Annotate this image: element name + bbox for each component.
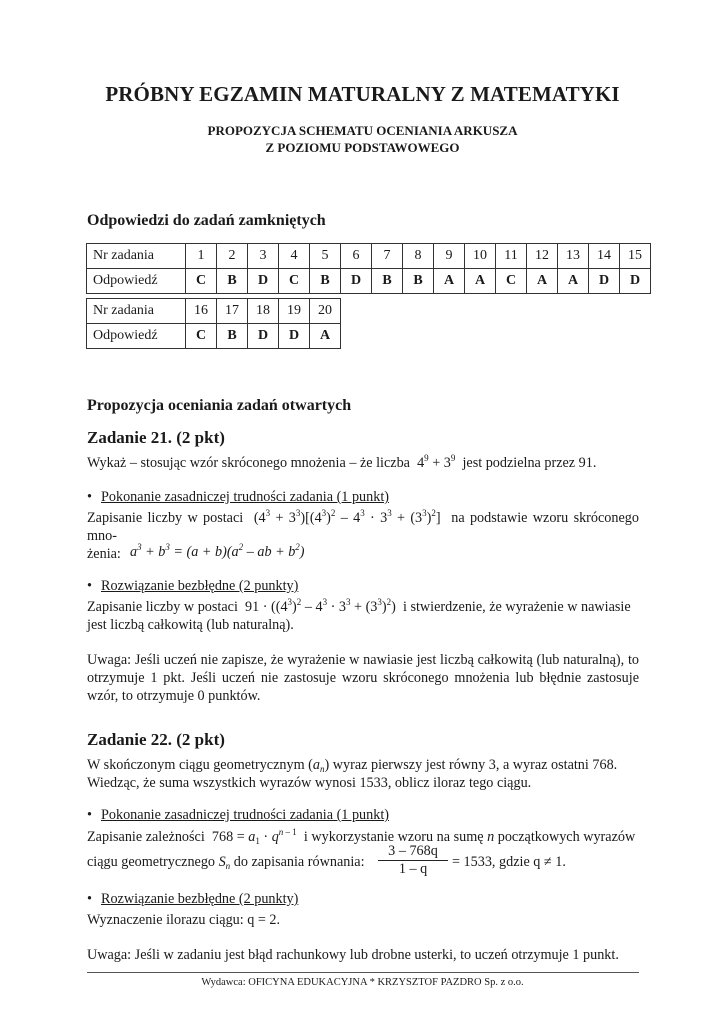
table-row: [87, 299, 341, 324]
b1-n-symbol: n: [487, 829, 495, 845]
fraction: [378, 843, 448, 878]
answer-cell: D: [248, 324, 279, 349]
task-22-bullet-1: [87, 807, 389, 824]
bullet-label: Rozwiązanie bezbłędne (2 punkty): [101, 891, 299, 907]
subtitle-line-1: PROPOZYCJA SCHEMATU OCENIANIA ARKUSZA: [207, 123, 518, 138]
task-number: 12: [527, 244, 558, 269]
statement-a: W skończonym ciągu geometrycznym: [87, 757, 305, 773]
task-22-b1-text: Zapisanie zależności $768 = a_1 \cdot q^{n - 1}$ i wykorzystanie wzoru na sumę n początkowych wyrazów: [87, 827, 636, 846]
b2-text-pre: Zapisanie liczby w postaci: [87, 599, 238, 615]
task-22-bullet-2: [87, 891, 298, 908]
bullet-icon: •: [87, 578, 92, 594]
task-21-b1-text: Zapisanie liczby w postaci $(4^3 + 3^3)[(4^3)^2 - 4^3 \cdot 3^3 + (3^3)^2]$ na podstawie wzoru skróconego mno- żenia:: [87, 508, 639, 562]
table-row: [87, 244, 651, 269]
b1-line2-pre: ciągu geometrycznego: [87, 854, 216, 870]
answer-cell: B: [217, 269, 248, 294]
task-number: 11: [496, 244, 527, 269]
task-21-bullet-1: [87, 489, 389, 506]
subtitle-line-2: Z POZIOMU PODSTAWOWEGO: [265, 140, 460, 155]
task-number: 3: [248, 244, 279, 269]
table-row: [87, 324, 341, 349]
bullet-label: Pokonanie zasadniczej trudności zadania (1 punkt): [101, 807, 389, 823]
closed-answers-heading: Odpowiedzi do zadań zamkniętych: [87, 212, 326, 229]
b1-text-post: i wykorzystanie wzoru na sumę: [303, 829, 484, 845]
task-number: 9: [434, 244, 465, 269]
answer-cell: B: [217, 324, 248, 349]
fraction-numerator: 3 – 768q: [378, 843, 448, 861]
task-number: 1: [186, 244, 217, 269]
task-number: 17: [217, 299, 248, 324]
open-tasks-heading: Propozycja oceniania zadań otwartych: [87, 397, 352, 414]
b1-text-pre: Zapisanie liczby w postaci: [87, 510, 244, 526]
answer-cell: B: [403, 269, 434, 294]
footer-publisher: Wydawca: OFICYNA EDUKACYJNA * KRZYSZTOF PAZDRO Sp. z o.o.: [201, 977, 524, 988]
task-number: 18: [248, 299, 279, 324]
fraction-rhs: = 1533, gdzie q ≠ 1.: [452, 854, 566, 870]
task-21-note: Uwaga: Jeśli uczeń nie zapisze, że wyrażenie w nawiasie jest liczbą całkowitą (lub naturalną), to otrzymuje 1 pkt. Jeśli uczeń nie zastosuje wzoru skróconego mnożenia lub błędnie zastosuje wzór, to otrzymuje 0 punktów.: [87, 652, 639, 704]
answers-table-2: [86, 298, 341, 349]
task-number: 6: [341, 244, 372, 269]
bullet-icon: •: [87, 891, 92, 907]
b2-text-post: i stwierdzenie, że wyrażenie w nawiasie: [402, 599, 631, 615]
task-21-heading: Zadanie 21. (2 pkt): [87, 428, 225, 447]
b1-text-line2: żenia:: [87, 546, 121, 562]
task-22-heading: Zadanie 22. (2 pkt): [87, 730, 225, 749]
task-number: 5: [310, 244, 341, 269]
answer-cell: A: [310, 324, 341, 349]
task-number: 7: [372, 244, 403, 269]
task-number: 14: [589, 244, 620, 269]
answer-cell: B: [372, 269, 403, 294]
row-label: Odpowiedź: [87, 324, 186, 349]
page-title: PRÓBNY EGZAMIN MATURALNY Z MATEMATYKI: [105, 82, 620, 106]
answer-cell: D: [248, 269, 279, 294]
task-number: 19: [279, 299, 310, 324]
answer-cell: C: [496, 269, 527, 294]
formula-sum-of-cubes: $a^3 + b^3 = (a + b)(a^2$ – ab + $b^2$): [130, 542, 305, 560]
answer-cell: A: [465, 269, 496, 294]
answer-cell: D: [341, 269, 372, 294]
b1-text-pre: Zapisanie zależności: [87, 829, 205, 845]
task-21-statement-post: jest podzielna przez 91.: [462, 455, 597, 471]
b1-text-post2: początkowych wyrazów: [497, 829, 636, 845]
bullet-label: Pokonanie zasadniczej trudności zadania (1 punkt): [101, 489, 389, 505]
answer-cell: A: [527, 269, 558, 294]
task-22-statement: W skończonym ciągu geometrycznym $(a_n)$ wyraz pierwszy jest równy 3, a wyraz ostatni 768. Wiedząc, że suma wszystkich wyrazów wynosi 1533, oblicz iloraz tego ciągu.: [87, 757, 618, 791]
fraction-denominator: 1 – q: [398, 861, 428, 877]
statement-b: wyraz pierwszy jest równy 3, a wyraz ostatni 768.: [332, 757, 618, 773]
task-22-note: Uwaga: Jeśli w zadaniu jest błąd rachunkowy lub drobne usterki, to uczeń otrzymuje 1 punkt.: [87, 947, 619, 963]
row-label: Nr zadania: [87, 244, 186, 269]
row-label: Nr zadania: [87, 299, 186, 324]
answer-cell: C: [186, 269, 217, 294]
answer-cell: A: [434, 269, 465, 294]
answer-cell: A: [558, 269, 589, 294]
bullet-icon: •: [87, 807, 92, 823]
task-number: 2: [217, 244, 248, 269]
task-number: 4: [279, 244, 310, 269]
footer-divider: [87, 972, 639, 973]
task-21-statement: Wykaż – stosując wzór skróconego mnożenia – że liczba $4^9 + 3^9$ jest podzielna przez 91.: [87, 453, 597, 471]
answers-table: [86, 243, 651, 294]
task-number: 15: [620, 244, 651, 269]
b1-line2-post: do zapisania równania:: [233, 854, 365, 870]
task-22-b2-text: Wyznaczenie ilorazu ciągu: q = 2.: [87, 912, 281, 928]
task-number: 13: [558, 244, 589, 269]
row-label: Odpowiedź: [87, 269, 186, 294]
task-22-b1-line2: ciągu geometrycznego $S_n$ do zapisania równania:: [87, 854, 365, 871]
answer-cell: D: [620, 269, 651, 294]
b2-text-line2: jest liczbą całkowitą (lub naturalną).: [87, 617, 294, 633]
page-subtitle: [0, 122, 725, 156]
answer-cell: D: [589, 269, 620, 294]
task-number: 10: [465, 244, 496, 269]
b1-text-post: na podstawie wzoru skróconego mno-: [87, 510, 639, 544]
answer-cell: C: [186, 324, 217, 349]
bullet-icon: •: [87, 489, 92, 505]
answer-cell: C: [279, 269, 310, 294]
task-21-b2-text: Zapisanie liczby w postaci $91 \cdot ((4^3)^2 - 4^3 \cdot 3^3 + (3^3)^2)$ i stwierdzenie, że wyrażenie w nawiasie jest liczbą całkowitą (lub naturalną).: [87, 597, 631, 633]
task-21-statement-pre: Wykaż – stosując wzór skróconego mnożenia – że liczba: [87, 455, 410, 471]
task-number: 20: [310, 299, 341, 324]
statement-line2: Wiedząc, że suma wszystkich wyrazów wynosi 1533, oblicz iloraz tego ciągu.: [87, 775, 532, 791]
task-21-bullet-2: [87, 578, 298, 595]
bullet-label: Rozwiązanie bezbłędne (2 punkty): [101, 578, 299, 594]
answer-cell: B: [310, 269, 341, 294]
task-number: 8: [403, 244, 434, 269]
answer-cell: D: [279, 324, 310, 349]
task-number: 16: [186, 299, 217, 324]
table-row: [87, 269, 651, 294]
